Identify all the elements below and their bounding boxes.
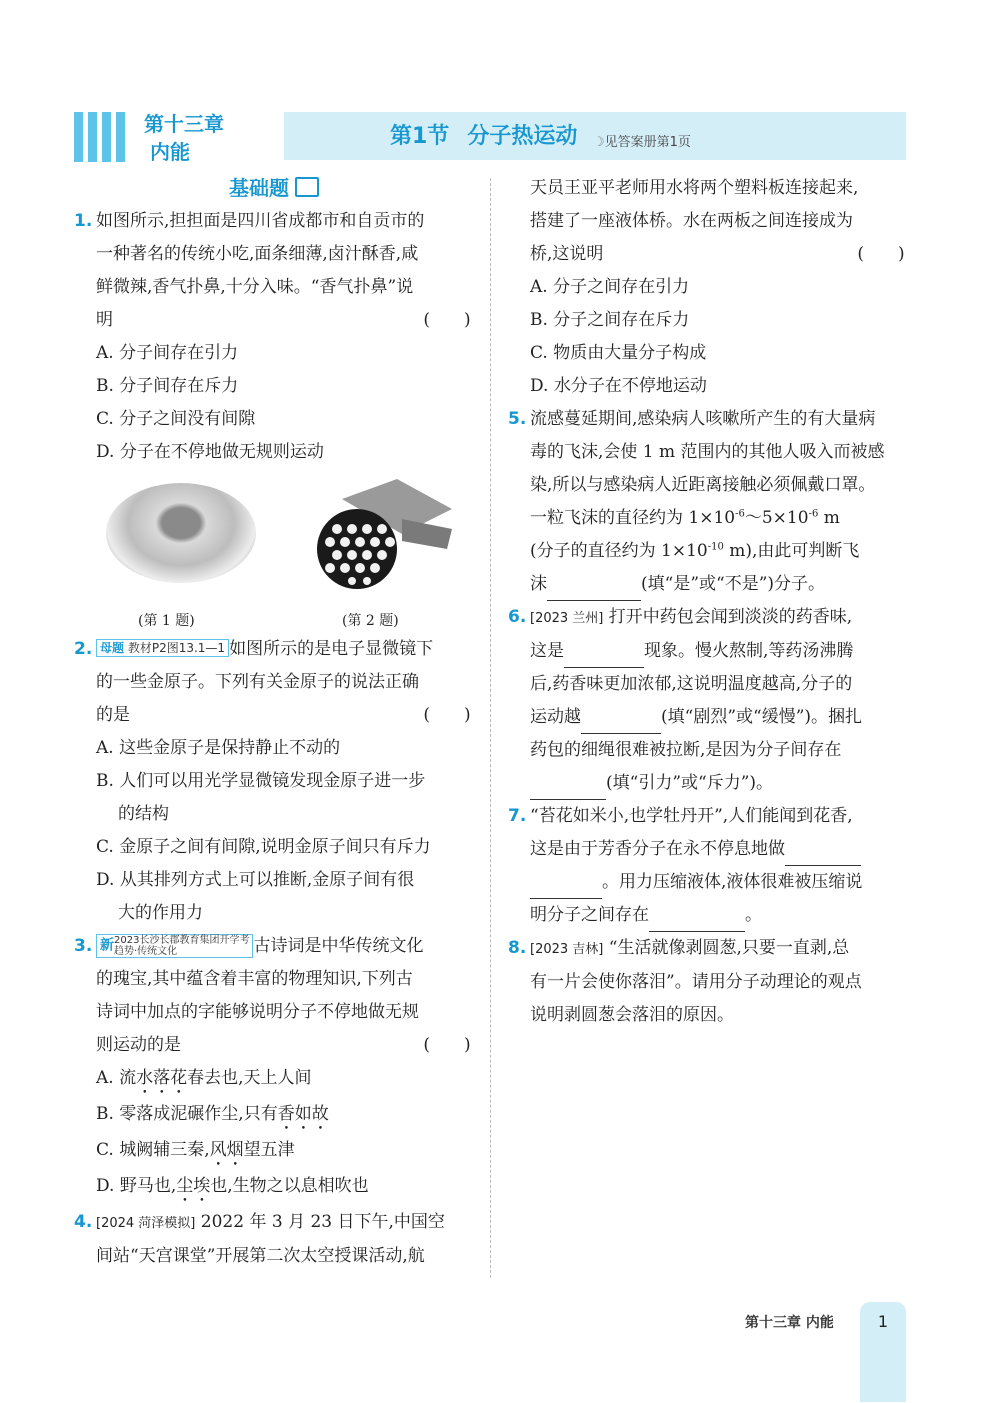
basics-label: 基础题 <box>229 176 289 200</box>
question-4-continued <box>508 172 908 271</box>
source-label: [2024 菏泽模拟] <box>96 1216 196 1231</box>
option-d: D. 分子在不停地做无规则运动 <box>96 442 324 462</box>
page-number: 1 <box>877 1312 889 1331</box>
question-text: 的一些金原子。下列有关金原子的说法正确 <box>96 672 419 692</box>
exponent: -6 <box>808 508 819 520</box>
answer-bracket: ( ) <box>423 310 471 330</box>
option-text: C. 城阙辅三秦, <box>96 1140 210 1160</box>
answer-blank[interactable] <box>649 907 745 932</box>
chapter-label <box>144 110 224 166</box>
option-text: 望五津 <box>243 1140 295 1160</box>
tag-line-1: 2023长沙长郡教育集团开学考 <box>114 934 250 946</box>
option-a: A. 分子间存在引力 <box>96 343 239 363</box>
option-c <box>74 1134 474 1170</box>
answer-blank[interactable] <box>530 775 606 800</box>
question-4 <box>74 1206 474 1273</box>
noodle-bowl-image <box>106 483 256 583</box>
question-text: 诗词中加点的字能够说明分子不停地做无规 <box>96 1002 419 1022</box>
question-3 <box>74 930 474 1062</box>
option-b <box>74 1098 474 1134</box>
text: 现象。慢火熬制,等药汤沸腾 <box>644 641 854 661</box>
question-7 <box>508 800 908 932</box>
question-number: 7. <box>508 806 527 826</box>
question-text <box>530 502 908 535</box>
question-text-tail: 桥,这说明 <box>530 244 604 264</box>
option-d-cont: 大的作用力 <box>118 903 203 923</box>
question-text: 间站“天宫课堂”开展第二次太空授课活动,航 <box>96 1246 425 1266</box>
question-text-tail: 则运动的是 <box>96 1035 181 1055</box>
question-1 <box>74 205 474 337</box>
question-text <box>96 699 474 732</box>
section-number: 第1节 <box>390 124 450 149</box>
question-text <box>96 304 474 337</box>
section-name: 分子热运动 <box>467 124 578 149</box>
question-text <box>530 701 908 734</box>
question-text: 流感蔓延期间,感染病人咳嗽所产生的有大量病 <box>530 409 876 429</box>
option-c: C. 金原子之间有间隙,说明金原子间只有斥力 <box>96 837 431 857</box>
option-b-cont: 的结构 <box>118 804 169 824</box>
answer-bracket: ( ) <box>857 244 905 264</box>
text: (分子的直径约为 1×10 <box>530 541 708 561</box>
option-c: C. 分子之间没有间隙 <box>96 409 256 429</box>
question-number: 8. <box>508 938 527 958</box>
text: “生活就像剥圆葱,只要一直剥,总 <box>608 938 850 958</box>
figure-captions <box>74 605 474 633</box>
text: 明分子之间存在 <box>530 905 649 925</box>
answer-bracket: ( ) <box>423 1035 471 1055</box>
question-text <box>530 833 908 866</box>
source-label: [2023 兰州] <box>530 611 604 626</box>
option-b: B. 分子之间存在斥力 <box>530 310 690 330</box>
text: 。 <box>745 905 762 925</box>
basics-heading <box>74 172 474 205</box>
option-c: C. 物质由大量分子构成 <box>530 343 707 363</box>
text: (填“是”或“不是”)分子。 <box>641 574 826 594</box>
question-text-head: 古诗词是中华传统文化 <box>253 936 424 956</box>
text: 运动越 <box>530 707 581 727</box>
answer-reference-text: 见答案册第1页 <box>604 135 691 150</box>
question-text-head: 如图所示的是电子显微镜下 <box>229 639 434 659</box>
option-a <box>74 1062 474 1098</box>
figures <box>74 479 474 605</box>
text: 打开中药包会闻到淡淡的药香味, <box>608 607 853 627</box>
option-text: 春去也,天上人间 <box>187 1068 312 1088</box>
question-text: 如图所示,担担面是四川省成都市和自贡市的 <box>96 211 425 231</box>
option-a: A. 分子之间存在引力 <box>530 277 690 297</box>
dotted-text: 香如故 <box>277 1104 329 1124</box>
question-number: 4. <box>74 1212 93 1232</box>
caption-fig-2: (第 2 题) <box>342 613 399 629</box>
question-text <box>96 1206 474 1240</box>
question-text <box>96 633 474 666</box>
chapter-title: 内能 <box>150 140 190 164</box>
question-text <box>530 568 908 601</box>
question-text <box>530 535 908 568</box>
exponent: -6 <box>735 508 745 520</box>
option-d: D. 水分子在不停地运动 <box>530 376 707 396</box>
question-text <box>530 238 908 271</box>
question-text: 一种著名的传统小吃,面条细薄,卤汁酥香,咸 <box>96 244 419 264</box>
question-number: 1. <box>74 211 93 231</box>
option-d: D. 从其排列方式上可以推断,金原子间有很 <box>96 870 415 890</box>
question-text <box>530 767 908 800</box>
book-icon <box>295 177 319 197</box>
source-tag <box>96 639 229 657</box>
text: (填“剧烈”或“缓慢”)。捆扎 <box>661 707 863 727</box>
text: 。用力压缩液体,液体很难被压缩说 <box>602 872 863 892</box>
left-column <box>74 172 474 1273</box>
option-text: A. 流 <box>96 1068 137 1088</box>
question-text <box>530 601 908 635</box>
question-text: 搭建了一座液体桥。水在两板之间连接成为 <box>530 211 853 231</box>
question-text <box>96 1029 474 1062</box>
section-title <box>390 122 577 152</box>
question-text-tail: 的是 <box>96 705 130 725</box>
question-text: 染,所以与感染病人近距离接触必须佩戴口罩。 <box>530 475 876 495</box>
tag-line-2: 趋势·传统文化 <box>114 945 178 957</box>
question-text <box>530 899 908 932</box>
caption-fig-1: (第 1 题) <box>138 613 195 629</box>
tag-head: 母题 <box>100 641 125 655</box>
question-number: 6. <box>508 607 527 627</box>
chapter-stripes <box>74 112 126 162</box>
dotted-text: 风烟 <box>209 1140 244 1160</box>
question-text: “苔花如米小,也学牡丹开”,人们能闻到花香, <box>530 806 853 826</box>
question-number: 5. <box>508 409 527 429</box>
question-6 <box>508 601 908 800</box>
question-number: 2. <box>74 639 93 659</box>
question-text-tail: 明 <box>96 310 113 330</box>
right-column <box>508 172 908 1032</box>
text: 这是 <box>530 641 564 661</box>
question-text <box>530 866 908 899</box>
dotted-text: 水落花 <box>136 1068 188 1088</box>
answer-blank[interactable] <box>547 576 641 601</box>
text: 一粒飞沫的直径约为 1×10 <box>530 508 736 528</box>
question-8 <box>508 932 908 1032</box>
footer-chapter: 第十三章 内能 <box>745 1315 834 1331</box>
question-text: 天员王亚平老师用水将两个塑料板连接起来, <box>530 178 859 198</box>
question-text: 后,药香味更加浓郁,这说明温度越高,分子的 <box>530 674 853 694</box>
question-5 <box>508 403 908 601</box>
text: (填“引力”或“斥力”)。 <box>606 773 774 793</box>
text: 这是由于芳香分子在永不停息地做 <box>530 839 785 859</box>
text: ～5×10 <box>744 508 809 528</box>
option-b: B. 人们可以用光学显微镜发现金原子进一步 <box>96 771 426 791</box>
text: m <box>818 508 840 528</box>
dotted-text: 尘埃 <box>176 1176 211 1196</box>
option-text: D. 野马也, <box>96 1176 177 1196</box>
option-text: 也,生物之以息相吹也 <box>210 1176 369 1196</box>
question-text <box>530 932 908 966</box>
source-tag <box>96 934 253 958</box>
text: m),由此可判断飞 <box>723 541 860 561</box>
option-text: B. 零落成泥碾作尘,只有 <box>96 1104 278 1124</box>
answer-reference <box>593 131 691 150</box>
option-b: B. 分子间存在斥力 <box>96 376 239 396</box>
question-text: 毒的飞沫,会使 1 m 范围内的其他人吸入而被感 <box>530 442 885 462</box>
gold-atoms-image <box>302 479 452 589</box>
question-number: 3. <box>74 936 93 956</box>
source-label: [2023 吉林] <box>530 942 604 957</box>
exponent: -10 <box>707 541 724 553</box>
question-text: 药包的细绳很难被拉断,是因为分子间存在 <box>530 740 842 760</box>
answer-blank-cont[interactable] <box>530 874 602 899</box>
text: 沫 <box>530 574 547 594</box>
option-d <box>74 1170 474 1206</box>
question-text-head: 2022 年 3 月 23 日下午,中国空 <box>200 1212 445 1232</box>
question-text: 鲜微辣,香气扑鼻,十分入味。“香气扑鼻”说 <box>96 277 414 297</box>
question-text <box>96 930 474 963</box>
answer-blank[interactable] <box>785 841 861 866</box>
option-a: A. 这些金原子是保持静止不动的 <box>96 738 341 758</box>
question-text: 的瑰宝,其中蕴含着丰富的物理知识,下列古 <box>96 969 413 989</box>
answer-bracket: ( ) <box>423 705 471 725</box>
chapter-number: 第十三章 <box>144 112 224 136</box>
moon-icon: ☽ <box>593 135 605 150</box>
question-text <box>530 635 908 668</box>
tag-new: 新 <box>100 937 114 953</box>
column-divider <box>490 178 491 1278</box>
question-text: 有一片会使你落泪”。请用分子动理论的观点 <box>530 972 862 992</box>
question-2 <box>74 633 474 732</box>
answer-blank[interactable] <box>564 643 644 668</box>
question-text: 说明剥圆葱会落泪的原因。 <box>530 1005 734 1025</box>
tag-text: 教材P2图13.1—1 <box>127 641 226 655</box>
answer-blank[interactable] <box>581 709 661 734</box>
